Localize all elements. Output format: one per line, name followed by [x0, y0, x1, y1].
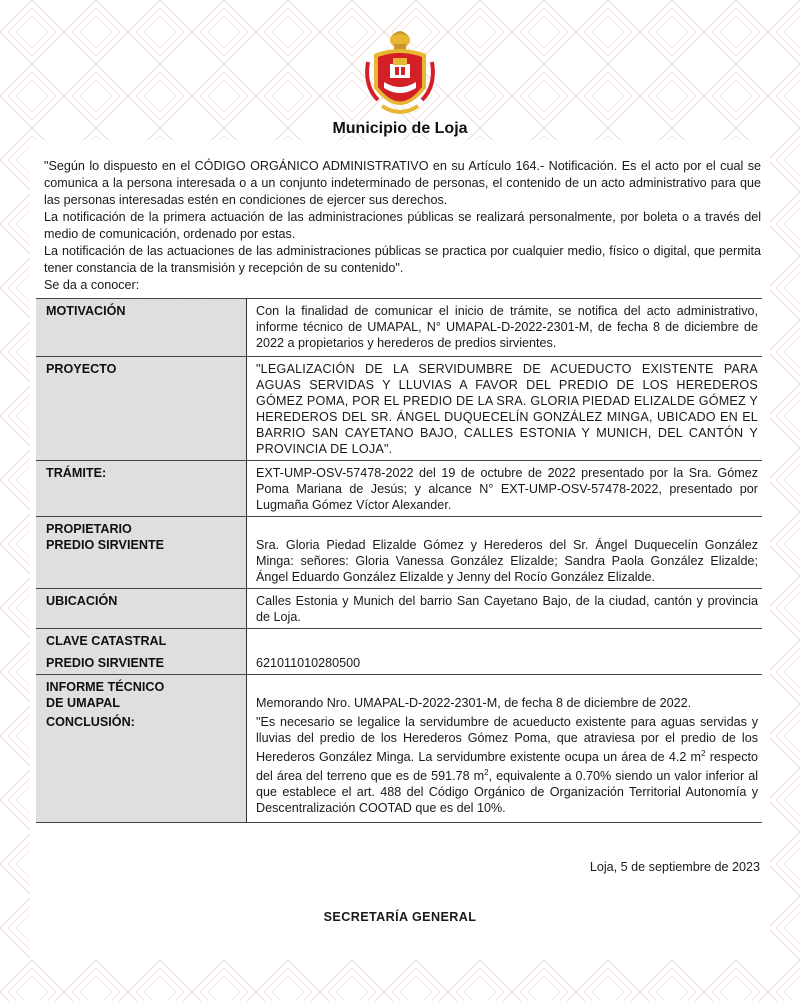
row-label-line: INFORME TÉCNICO — [46, 680, 165, 694]
conclusion-text: respecto del área del terreno que es de 591.78 m — [256, 750, 759, 784]
document-date: Loja, 5 de septiembre de 2023 — [589, 860, 760, 874]
row-label — [36, 517, 247, 589]
row-value: Con la finalidad de comunicar el inicio de trámite, se notifica del acto administrativo, informe técnico de UMAPAL, N° UMAPAL-D-2022-2301-M, de fecha 8 de diciembre de 2022 a propietarios y herederos de predios sirvientes. — [256, 304, 758, 350]
row-label-line: CLAVE CATASTRAL — [46, 634, 167, 648]
notification-table — [36, 298, 762, 823]
intro-paragraph: Se da a conocer: — [44, 278, 140, 292]
table-row-ubicacion — [36, 589, 762, 629]
table-row-propietario — [36, 517, 762, 589]
superscript: 2 — [484, 768, 489, 778]
superscript: 2 — [701, 749, 706, 758]
table-row-clave-catastral — [36, 629, 762, 675]
intro-text — [44, 158, 761, 294]
intro-paragraph: La notificación de la primera actuación de las administraciones públicas se realizará personalmente, por boleta o a través del medio de comunicación, ordenado por estas. — [44, 210, 761, 241]
row-label — [36, 675, 247, 715]
row-value — [247, 517, 763, 589]
intro-paragraph: La notificación de las actuaciones de las administraciones públicas se practica por cualquier medio, físico o digital, que permita tener constancia de la transmisión y recepción de su contenido". — [44, 244, 761, 275]
row-value: "LEGALIZACIÓN DE LA SERVIDUMBRE DE ACUEDUCTO EXISTENTE PARA AGUAS SERVIDAS Y LLUVIAS A FAVOR DEL PREDIO DE LOS HEREDEROS GÓMEZ POMA, POR EL PREDIO DE LA SRA. GLORIA PIEDAD ELIZALDE GÓMEZ Y HEREDEROS DEL SR. ÁNGEL DUQUECELÍN GONZÁLEZ MINGA, UBICADO EN EL BARRIO SAN CAYETANO BAJO, CALLES ESTONIA Y MUNICH, DEL CANTÓN Y PROVINCIA DE LOJA". — [256, 362, 758, 456]
row-label: MOTIVACIÓN — [36, 299, 247, 357]
row-label-line: PREDIO SIRVIENTE — [46, 538, 165, 552]
row-value-text: Memorando Nro. UMAPAL-D-2022-2301-M, de fecha 8 de diciembre de 2022. — [256, 696, 692, 710]
row-value — [247, 675, 763, 715]
table-row-proyecto — [36, 357, 762, 461]
row-label-line: DE UMAPAL — [46, 696, 120, 710]
row-label-line: PROPIETARIO — [46, 522, 132, 536]
signature-block: SECRETARÍA GENERAL — [323, 910, 477, 924]
intro-paragraph: "Según lo dispuesto en el CÓDIGO ORGÁNICO ADMINISTRATIVO en su Artículo 164.- Notificación. Es el acto por el cual se comunica a la persona interesada o a un conjunto indeterminado de personas, el contenido de un acto administrativo para que las personas interesadas estén en condiciones de ejercer sus derechos. — [44, 159, 761, 207]
table-row-tramite — [36, 461, 762, 517]
row-label — [36, 629, 247, 675]
row-value-text: 621011010280500 — [256, 656, 361, 670]
row-value — [247, 629, 763, 675]
row-value-text: Sra. Gloria Piedad Elizalde Gómez y Herederos del Sr. Ángel Duquecelín González Minga: señores: Gloria Vanessa González Elizalde; Sandra Paola González Elizalde; Ángel Eduardo González Elizalde y Jenny del Rocío González Elizalde. — [256, 538, 758, 584]
table-row-informe — [36, 675, 762, 715]
municipio-title: Municipio de Loja — [332, 120, 468, 137]
table-row-motivacion — [36, 299, 762, 357]
row-value — [247, 714, 763, 823]
row-label: UBICACIÓN — [36, 589, 247, 629]
row-value: EXT-UMP-OSV-57478-2022 del 19 de octubre de 2022 presentado por la Sra. Gómez Poma Mariana de Jesús; y alcance N° EXT-UMP-OSV-57478-2022, presentado por Lugmaña Gómez Víctor Alexander. — [256, 466, 758, 512]
row-value: Calles Estonia y Munich del barrio San Cayetano Bajo, de la ciudad, cantón y provincia de Loja. — [256, 594, 758, 624]
table-row-conclusion — [36, 714, 762, 823]
conclusion-text: "Es necesario se legalice la servidumbre de acueducto existente para aguas servidas y lluvias del predio de los Herederos Gómez Poma, que atraviesa por el predio de los Herederos González Minga. La servidumbre existente ocupa un área de 4.2 m — [256, 715, 758, 765]
row-label: TRÁMITE: — [36, 461, 247, 517]
row-label-line: PREDIO SIRVIENTE — [46, 656, 165, 670]
row-label: PROYECTO — [36, 357, 247, 461]
loja-coat-of-arms-logo — [364, 26, 436, 122]
conclusion-text: , equivalente a 0.70% siendo un valor inferior al que establece el art. 488 del Código Orgánico de Organización Territorial Autonomía y Descentralización COOTAD que es del 10%. — [256, 769, 758, 816]
row-label: CONCLUSIÓN: — [36, 714, 247, 823]
